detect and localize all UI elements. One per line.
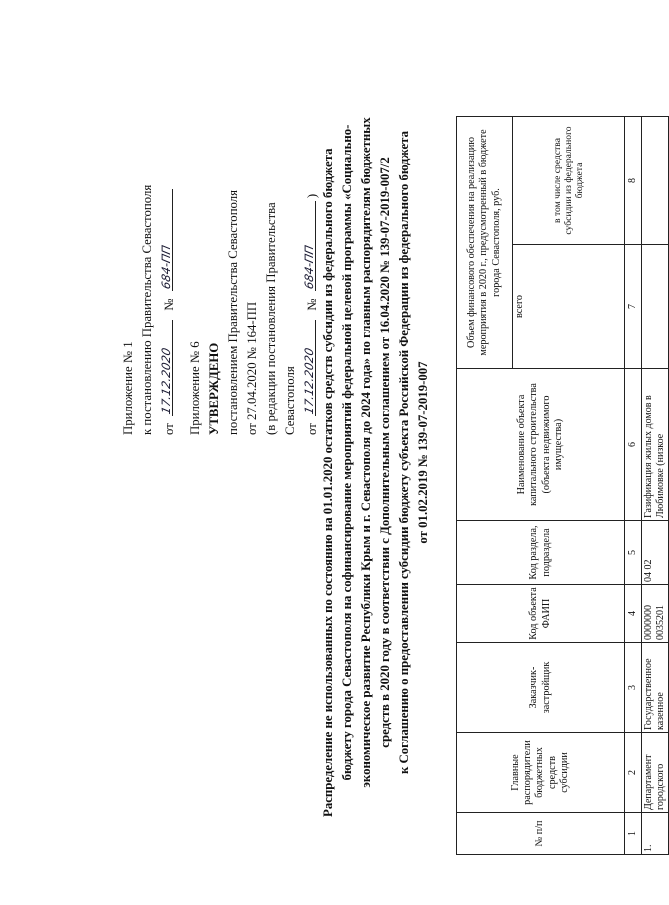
date-field-2 bbox=[303, 320, 316, 416]
header-col-1: № п/п bbox=[457, 813, 625, 855]
handwritten-number-2: 684-ПП bbox=[301, 244, 316, 291]
handwritten-date-2: 17.12.2020 bbox=[301, 346, 316, 416]
row-grbs: Департамент городского bbox=[642, 733, 669, 813]
column-number: 1 bbox=[625, 813, 642, 855]
header-col-3: Заказчик-застройщик bbox=[457, 643, 625, 733]
header-col-4: Код объекта ФАИП bbox=[457, 585, 625, 643]
column-number: 3 bbox=[625, 643, 642, 733]
header-col-2: Главные распорядители бюджетных средств субсидии bbox=[457, 733, 625, 813]
edition-note-line1: (в редакции постановления Правительства bbox=[264, 202, 278, 435]
column-numbers-row bbox=[625, 116, 642, 854]
to-resolution-label: к постановлению Правительства Севастополя bbox=[140, 184, 154, 435]
title-line-1: Распределение не использованных по состоянию на 01.01.2020 остатков средств субсидии из федерального бюджета bbox=[321, 148, 335, 817]
number-field-2 bbox=[303, 201, 316, 291]
column-number: 2 bbox=[625, 733, 642, 813]
header-col-5: Код раздела, подраздела bbox=[457, 521, 625, 585]
edition-date-line bbox=[303, 194, 319, 435]
original-resolution-date: от 27.04.2020 № 164-ПП bbox=[245, 301, 259, 435]
approved-label: УТВЕРЖДЕНО bbox=[207, 342, 221, 435]
row-object-name: Газификация жилых домов в Любимовке (низкое bbox=[642, 369, 669, 521]
closing-paren: ) bbox=[305, 193, 319, 199]
title-line-3: экономическое развитие Республики Крым и г. Севастополя до 2024 года» по главным распорядителям бюджетных bbox=[359, 117, 373, 788]
title-line-4: средств в 2020 году в соответствии с Дополнительным соглашением от 16.04.2020 № 139-07-2019-007/2 bbox=[378, 157, 392, 748]
column-number: 7 bbox=[625, 245, 642, 369]
title-line-6: от 01.02.2019 № 139-07-2019-007 bbox=[416, 361, 430, 544]
table-row bbox=[642, 116, 669, 854]
from-label: от bbox=[162, 423, 176, 435]
appendix-6-label: Приложение № 6 bbox=[188, 341, 202, 435]
appendix-1-label: Приложение № 1 bbox=[121, 341, 135, 435]
resolution-date-line bbox=[160, 189, 176, 435]
handwritten-date: 17.12.2020 bbox=[158, 346, 173, 416]
row-faip-code: 0000000 0035201 bbox=[642, 585, 669, 643]
from-label-2: от bbox=[305, 423, 319, 435]
title-line-2: бюджету города Севастополя на софинансирование мероприятий федеральной целевой программы «Социально- bbox=[340, 124, 354, 781]
number-label-2: № bbox=[305, 298, 319, 311]
row-number: 1. bbox=[642, 813, 669, 855]
date-field bbox=[160, 320, 173, 416]
distribution-table bbox=[456, 116, 669, 855]
header-col-8: в том числе средства субсидии из федерального бюджета bbox=[513, 116, 625, 244]
row-total bbox=[642, 245, 669, 369]
row-section-code: 04 02 bbox=[642, 521, 669, 585]
header-col-7-8: Объем финансового обеспечения на реализацию мероприятия в 2020 г., предусмотренный в бюджете города Севастополя, руб. bbox=[457, 116, 513, 368]
approved-by-resolution: постановлением Правительства Севастополя bbox=[226, 189, 240, 435]
edition-note-line2: Севастополя bbox=[283, 366, 297, 435]
column-number: 6 bbox=[625, 369, 642, 521]
column-number: 5 bbox=[625, 521, 642, 585]
number-label: № bbox=[162, 298, 176, 311]
row-subsidy bbox=[642, 116, 669, 244]
column-number: 8 bbox=[625, 116, 642, 244]
column-number: 4 bbox=[625, 585, 642, 643]
title-line-5: к Соглашению о предоставлении субсидии бюджету субъекта Российской Федерации из федерального бюджета bbox=[397, 130, 411, 775]
number-field bbox=[160, 189, 173, 291]
row-customer: Государственное казенное bbox=[642, 643, 669, 733]
handwritten-number: 684-ПП bbox=[158, 244, 173, 291]
header-col-6: Наименование объекта капитального строительства (объекта недвижимого имущества) bbox=[457, 369, 625, 521]
header-col-7: всего bbox=[513, 245, 625, 369]
